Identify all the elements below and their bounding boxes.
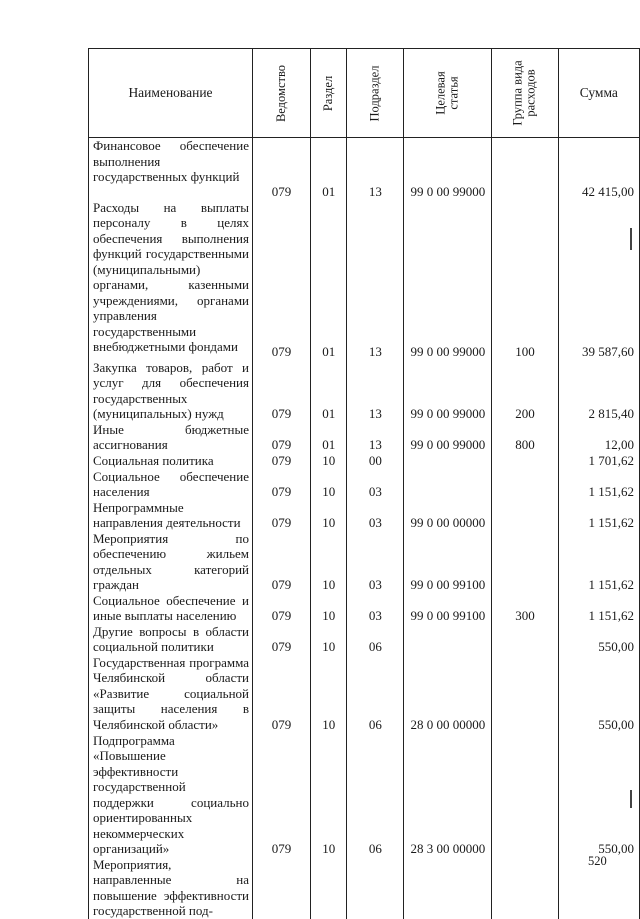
cell-sum: 12,00	[558, 422, 639, 453]
cell-section: 01	[311, 360, 347, 422]
cell-target	[404, 624, 492, 655]
cell-section: 01	[311, 138, 347, 200]
cell-subsection: 13	[347, 360, 404, 422]
cell-ministry: 079	[253, 360, 311, 422]
cell-name: Закупка товаров, работ и услуг для обеспечения государственных (муниципальных) нужд	[89, 360, 253, 422]
cell-subsection: 00	[347, 453, 404, 469]
header-sum: Сумма	[558, 49, 639, 138]
cell-sum: 2 815,40	[558, 360, 639, 422]
cell-ministry: 079	[253, 422, 311, 453]
cell-expense-group	[492, 531, 558, 593]
table-header-row	[89, 49, 640, 138]
page-number: 520	[588, 854, 607, 868]
cell-sum: 1 151,62	[558, 593, 639, 624]
header-ministry: Ведомство	[253, 49, 311, 138]
table-row	[89, 469, 640, 500]
cell-sum: 39 587,60	[558, 200, 639, 360]
budget-table	[88, 48, 640, 919]
cell-target: 99 0 00 99100	[404, 593, 492, 624]
cell-name: Непрограммные направления деятельности	[89, 500, 253, 531]
cell-subsection: 03	[347, 531, 404, 593]
cell-sum: 42 415,00	[558, 138, 639, 200]
table-row	[89, 593, 640, 624]
cell-expense-group	[492, 733, 558, 857]
cell-subsection: 13	[347, 138, 404, 200]
header-name: Наименование	[89, 49, 253, 138]
header-target: Целевая статья	[404, 49, 492, 138]
cell-name: Социальное обеспечение населения	[89, 469, 253, 500]
table-row	[89, 531, 640, 593]
cell-section: 10	[311, 500, 347, 531]
cell-subsection: 06	[347, 655, 404, 733]
cell-section	[311, 857, 347, 919]
cell-target	[404, 469, 492, 500]
cell-expense-group	[492, 857, 558, 919]
table-row	[89, 200, 640, 360]
cell-name: Другие вопросы в области социальной политики	[89, 624, 253, 655]
cell-section: 10	[311, 453, 347, 469]
cell-target: 99 0 00 99000	[404, 360, 492, 422]
cell-ministry: 079	[253, 655, 311, 733]
cell-ministry: 079	[253, 469, 311, 500]
cell-expense-group	[492, 469, 558, 500]
cell-sum: 550,00	[558, 733, 639, 857]
header-expense-group: Группа вида расходов	[492, 49, 558, 138]
scan-edge-mark	[630, 228, 632, 250]
cell-target: 28 0 00 00000	[404, 655, 492, 733]
cell-ministry: 079	[253, 624, 311, 655]
cell-target: 99 0 00 99000	[404, 422, 492, 453]
cell-sum: 550,00	[558, 655, 639, 733]
cell-section: 10	[311, 593, 347, 624]
cell-section: 10	[311, 469, 347, 500]
cell-name: Иные бюджетные ассигнования	[89, 422, 253, 453]
cell-section: 10	[311, 733, 347, 857]
table-row	[89, 422, 640, 453]
cell-expense-group: 300	[492, 593, 558, 624]
table-row	[89, 138, 640, 200]
cell-ministry: 079	[253, 500, 311, 531]
cell-subsection	[347, 857, 404, 919]
cell-expense-group: 200	[492, 360, 558, 422]
header-subsection: Подраздел	[347, 49, 404, 138]
table-row	[89, 453, 640, 469]
table-row	[89, 655, 640, 733]
cell-ministry: 079	[253, 531, 311, 593]
table-row	[89, 733, 640, 857]
cell-name: Социальное обеспечение и иные выплаты населению	[89, 593, 253, 624]
cell-subsection: 03	[347, 500, 404, 531]
cell-sum: 1 701,62	[558, 453, 639, 469]
cell-ministry: 079	[253, 138, 311, 200]
cell-expense-group	[492, 138, 558, 200]
cell-ministry: 079	[253, 453, 311, 469]
cell-sum: 1 151,62	[558, 469, 639, 500]
cell-section: 01	[311, 422, 347, 453]
cell-name: Мероприятия, направленные на повышение эффективности государственной под-	[89, 857, 253, 919]
scan-edge-mark	[630, 790, 632, 808]
cell-name: Государственная программа Челябинской области «Развитие социальной защиты населения в Челябинской области»	[89, 655, 253, 733]
cell-subsection: 06	[347, 733, 404, 857]
cell-section: 10	[311, 531, 347, 593]
cell-subsection: 03	[347, 469, 404, 500]
cell-name: Мероприятия по обеспечению жильем отдельных категорий граждан	[89, 531, 253, 593]
cell-subsection: 13	[347, 200, 404, 360]
cell-sum: 1 151,62	[558, 531, 639, 593]
cell-target: 28 3 00 00000	[404, 733, 492, 857]
cell-section: 10	[311, 624, 347, 655]
cell-ministry	[253, 857, 311, 919]
cell-expense-group	[492, 624, 558, 655]
cell-target: 99 0 00 99100	[404, 531, 492, 593]
cell-expense-group	[492, 453, 558, 469]
cell-expense-group	[492, 500, 558, 531]
cell-ministry: 079	[253, 200, 311, 360]
cell-ministry: 079	[253, 733, 311, 857]
table-row	[89, 857, 640, 919]
cell-subsection: 06	[347, 624, 404, 655]
cell-expense-group: 800	[492, 422, 558, 453]
cell-name: Социальная политика	[89, 453, 253, 469]
cell-target: 99 0 00 99000	[404, 200, 492, 360]
table-row	[89, 360, 640, 422]
cell-expense-group	[492, 655, 558, 733]
table-row	[89, 500, 640, 531]
cell-expense-group: 100	[492, 200, 558, 360]
cell-section: 01	[311, 200, 347, 360]
cell-ministry: 079	[253, 593, 311, 624]
cell-target: 99 0 00 00000	[404, 500, 492, 531]
cell-sum: 550,00	[558, 624, 639, 655]
cell-subsection: 13	[347, 422, 404, 453]
cell-target: 99 0 00 99000	[404, 138, 492, 200]
cell-section: 10	[311, 655, 347, 733]
table-row	[89, 624, 640, 655]
cell-sum: 1 151,62	[558, 500, 639, 531]
header-section: Раздел	[311, 49, 347, 138]
cell-name: Финансовое обеспечение выполнения государственных функций	[89, 138, 253, 200]
cell-name: Расходы на выплаты персоналу в целях обеспечения выполнения функций государственными (муниципальными) органами, казенными учреждениями, органами управления государственными внебюджетными фондами	[89, 200, 253, 360]
cell-target	[404, 857, 492, 919]
cell-subsection: 03	[347, 593, 404, 624]
cell-target	[404, 453, 492, 469]
cell-name: Подпрограмма «Повышение эффективности государственной поддержки социально ориентированных некоммерческих организаций»	[89, 733, 253, 857]
